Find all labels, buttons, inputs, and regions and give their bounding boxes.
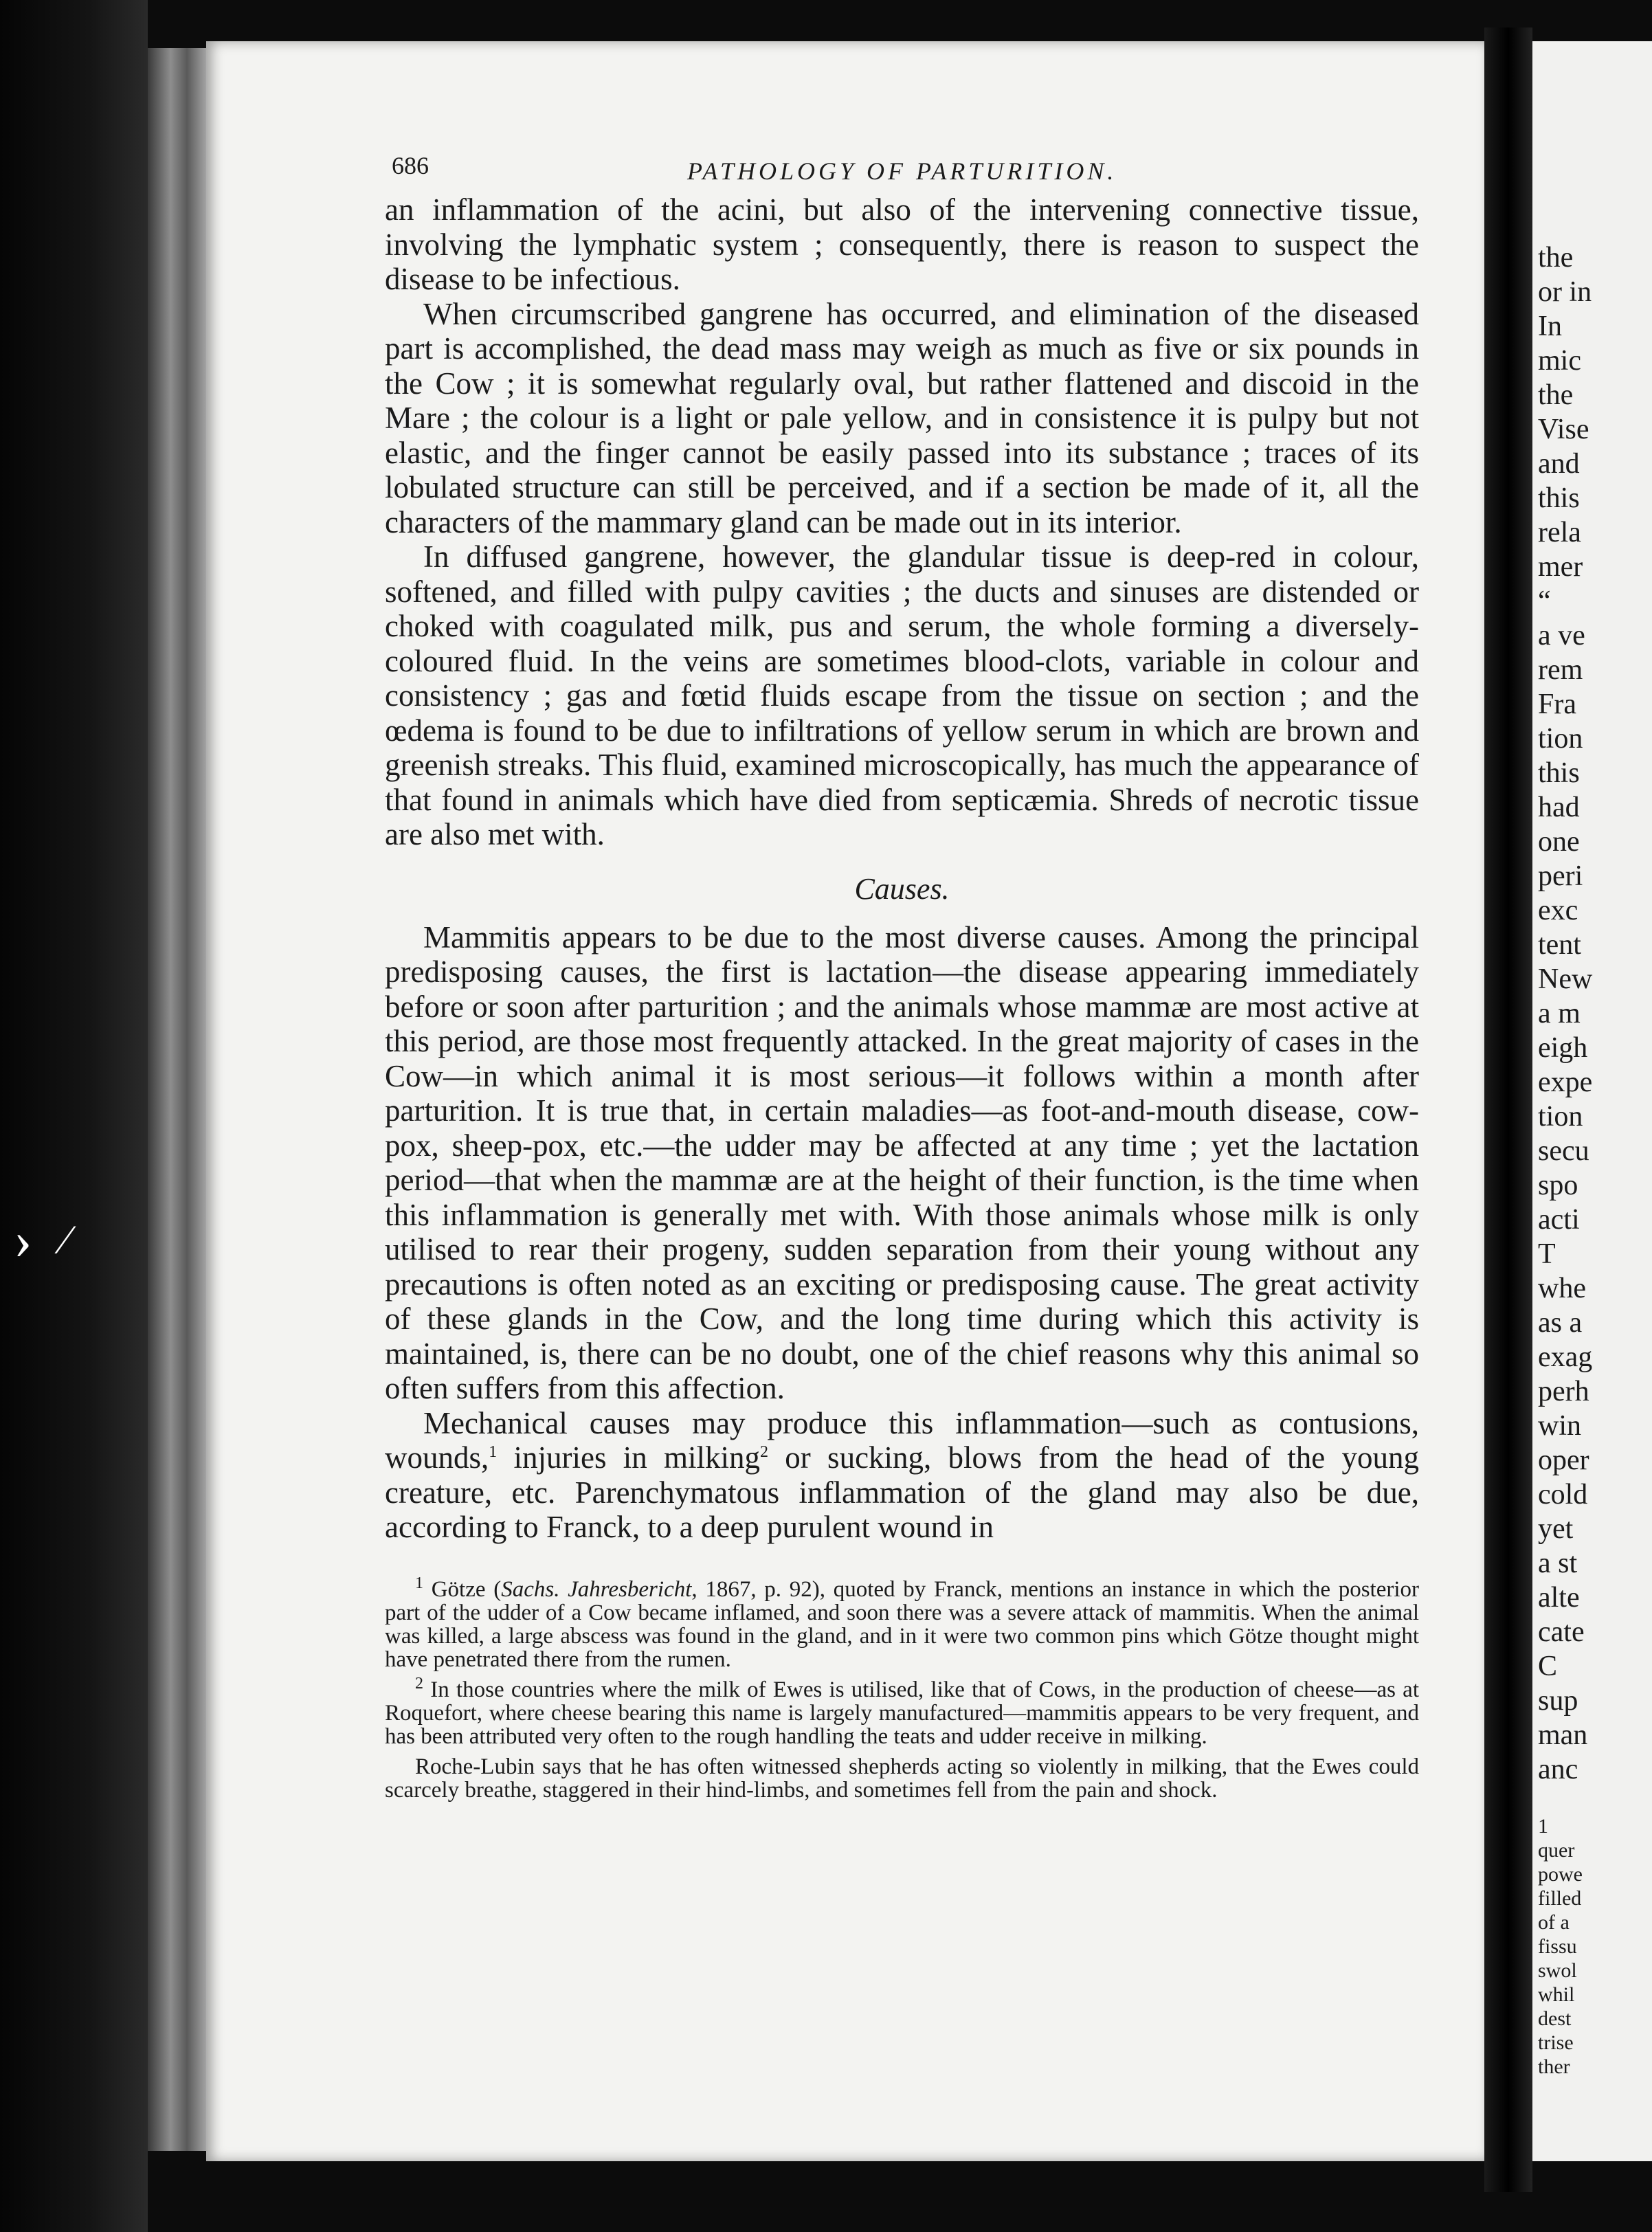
facing-page-text [1538, 241, 1652, 2079]
page-content [385, 137, 1419, 1802]
facing-page-footnote-line: whil [1538, 1983, 1575, 2006]
facing-page-line: sup [1538, 1685, 1578, 1717]
footnote-mark: 1 [415, 1574, 423, 1592]
facing-page-line: and [1538, 448, 1580, 480]
facing-page-footnote-line: trise [1538, 2031, 1574, 2054]
scan-artifact-mark: ⁄ [62, 1217, 69, 1262]
facing-page-line: anc [1538, 1754, 1578, 1785]
paragraph-mechanical-causes [385, 1406, 1419, 1545]
facing-page-line: “ [1538, 585, 1551, 617]
facing-page-line: exag [1538, 1341, 1593, 1373]
footnote-1 [385, 1574, 1419, 1672]
scan-background-left [0, 0, 148, 2232]
footnote-source-title: Sachs. Jahresbericht [501, 1576, 692, 1602]
paragraph-causes: Mammitis appears to be due to the most diverse causes. Among the principal predisposing causes, the first is lactation—the disease appearing immediately before or soon after parturition ; and the animals whose mammæ are most active at this period, are those most frequently attacked. In the great majority of cases in the Cow—in which animal it is most serious—it follows within a month after parturition. It is true that, in certain maladies—as foot-and-mouth disease, cow-pox, sheep-pox, etc.—the udder may be affected at any time ; yet the lactation period—that when the mammæ are at the height of their function, is the time when this inflammation is generally met with. With those animals whose milk is only utilised to rear their progeny, sudden separation from their young without any precautions is often noted as an exciting or predisposing cause. The great activity of these glands in the Cow, and the long time during which this activity is maintained, is, there can be no doubt, one of the chief reasons why this animal so often suffers from this affection. [385, 919, 1419, 1405]
facing-page-line: tion [1538, 1101, 1583, 1132]
facing-page-footnote-line: fissu [1538, 1935, 1577, 1958]
facing-page-line: T [1538, 1238, 1556, 1270]
facing-page-footnote-line: powe [1538, 1863, 1583, 1886]
text-run: Mechanical causes may produce this inflammation—such as contusions, wounds, [385, 1405, 1419, 1475]
facing-page-spacer [1538, 1787, 1652, 1814]
scan-artifact-mark: › [14, 1210, 32, 1271]
footnote-ref-1: 1 [489, 1443, 498, 1461]
facing-page-footnote-line: 1 [1538, 1815, 1548, 1838]
facing-page-line: rela [1538, 517, 1581, 548]
paragraph-diffused-gangrene: In diffused gangrene, however, the glandular tissue is deep-red in colour, softened, and filled with pulpy cavities ; the ducts and sinuses are distended or choked with coagulated milk, pus and serum, the whole forming a diversely-coloured fluid. In the veins are sometimes blood-clots, variable in colour and consistency ; gas and fœtid fluids escape from the tissue on section ; and the œdema is found to be due to infiltrations of yellow serum in which are brown and greenish streaks. This fluid, examined microscopically, has much the appearance of that found in animals which have died from septicæmia. Shreds of necrotic tissue are also met with. [385, 539, 1419, 851]
footnotes [385, 1574, 1419, 1803]
facing-page-footnote-line: ther [1538, 2055, 1570, 2078]
facing-page-line: C [1538, 1651, 1558, 1682]
facing-page-line: perh [1538, 1376, 1589, 1407]
facing-page-line: Fra [1538, 689, 1576, 720]
text-run: or sucking, blows from the head of the young creature, etc. Parenchymatous inflammation of the gland may also be due, according to Franck, to a deep purulent wound in [385, 1440, 1419, 1544]
text-run: injuries in milking [497, 1440, 761, 1475]
facing-page-line: cold [1538, 1479, 1588, 1510]
facing-page-line: Vise [1538, 414, 1589, 445]
facing-page-line: this [1538, 482, 1580, 514]
book-spine [148, 48, 213, 2151]
facing-page-line: cate [1538, 1616, 1585, 1648]
facing-page-line: oper [1538, 1444, 1589, 1476]
facing-page-line: eigh [1538, 1032, 1588, 1064]
facing-page-line: acti [1538, 1204, 1580, 1236]
facing-page-line: yet [1538, 1513, 1574, 1545]
facing-page-line: the [1538, 379, 1574, 411]
text-run: , 1867, p. 92), quoted by Franck, mentions an instance in which the posterior part of the udder of a Cow became inflamed, and soon there was a severe attack of mammitis. When the animal was killed, a large abscess was found in the gland, and in it were two common pins which Götze thought might have penetrated there from the rumen. [385, 1576, 1419, 1672]
facing-page-line: man [1538, 1719, 1588, 1751]
facing-page-line: In [1538, 311, 1562, 342]
facing-page-line: as a [1538, 1307, 1583, 1339]
facing-page-line: a st [1538, 1548, 1578, 1579]
facing-page-line: or in [1538, 276, 1592, 308]
page-number: 686 [392, 152, 429, 179]
facing-page-footnote-line: swol [1538, 1959, 1577, 1982]
facing-page-line: spo [1538, 1170, 1578, 1201]
footnote-mark: 2 [415, 1674, 423, 1693]
facing-page-footnote-line: filled [1538, 1887, 1582, 1910]
facing-page-fragment [1532, 41, 1652, 2161]
paragraph-circumscribed-gangrene: When circumscribed gangrene has occurred, and elimination of the diseased part is accomplished, the dead mass may weigh as much as five or six pounds in the Cow ; it is somewhat regularly oval, but rather flattened and discoid in the Mare ; the colour is a light or pale yellow, and in consistence it is pulpy but not elastic, and the finger cannot be easily passed into its substance ; traces of its lobulated structure can still be perceived, and if a section be made of it, all the characters of the mammary gland can be made out in its interior. [385, 296, 1419, 539]
footnote-2-continued: Roche-Lubin says that he has often witnessed shepherds acting so violently in milking, that the Ewes could scarcely breathe, staggered in their hind-limbs, and sometimes fell from the pain and shock. [385, 1754, 1419, 1803]
facing-page-line: had [1538, 792, 1580, 823]
facing-page-line: win [1538, 1410, 1581, 1442]
text-run: In those countries where the milk of Ewes is utilised, like that of Cows, in the production of cheese—as at Roquefort, where cheese bearing this name is largely manufactured—mammitis appears to be very frequent, and has been attributed very often to the rough handling the teats and udder receive in milking. [385, 1677, 1419, 1749]
book-gutter [1484, 27, 1532, 2192]
facing-page-line: one [1538, 826, 1580, 858]
facing-page-line: rem [1538, 654, 1583, 686]
facing-page-line: a m [1538, 998, 1581, 1029]
facing-page-footnote-line: dest [1538, 2007, 1572, 2030]
facing-page-footnote-line: of a [1538, 1911, 1570, 1934]
facing-page-line: expe [1538, 1067, 1593, 1098]
facing-page-line: New [1538, 963, 1593, 995]
footnote-2 [385, 1674, 1419, 1749]
facing-page-line: peri [1538, 860, 1583, 892]
paragraph-continuation: an inflammation of the acini, but also of the intervening connective tissue, involving the lymphatic system ; consequently, there is reason to suspect the disease to be infectious. [385, 192, 1419, 296]
page-header [385, 137, 1419, 192]
facing-page-line: a ve [1538, 620, 1585, 651]
facing-page-line: exc [1538, 895, 1578, 926]
facing-page-line: secu [1538, 1135, 1589, 1167]
facing-page-line: mer [1538, 551, 1583, 583]
facing-page-line: alte [1538, 1582, 1580, 1614]
facing-page-line: the [1538, 242, 1574, 274]
running-title: PATHOLOGY OF PARTURITION. [687, 157, 1117, 185]
footnote-ref-2: 2 [760, 1443, 769, 1461]
facing-page-line: tion [1538, 723, 1583, 755]
facing-page-line: whe [1538, 1273, 1586, 1304]
facing-page-line: mic [1538, 345, 1581, 377]
facing-page-line: tent [1538, 929, 1581, 961]
section-heading-causes: Causes. [854, 871, 950, 906]
facing-page-line: this [1538, 757, 1580, 789]
facing-page-footnote-line: quer [1538, 1839, 1575, 1862]
text-run: Götze ( [423, 1576, 502, 1602]
